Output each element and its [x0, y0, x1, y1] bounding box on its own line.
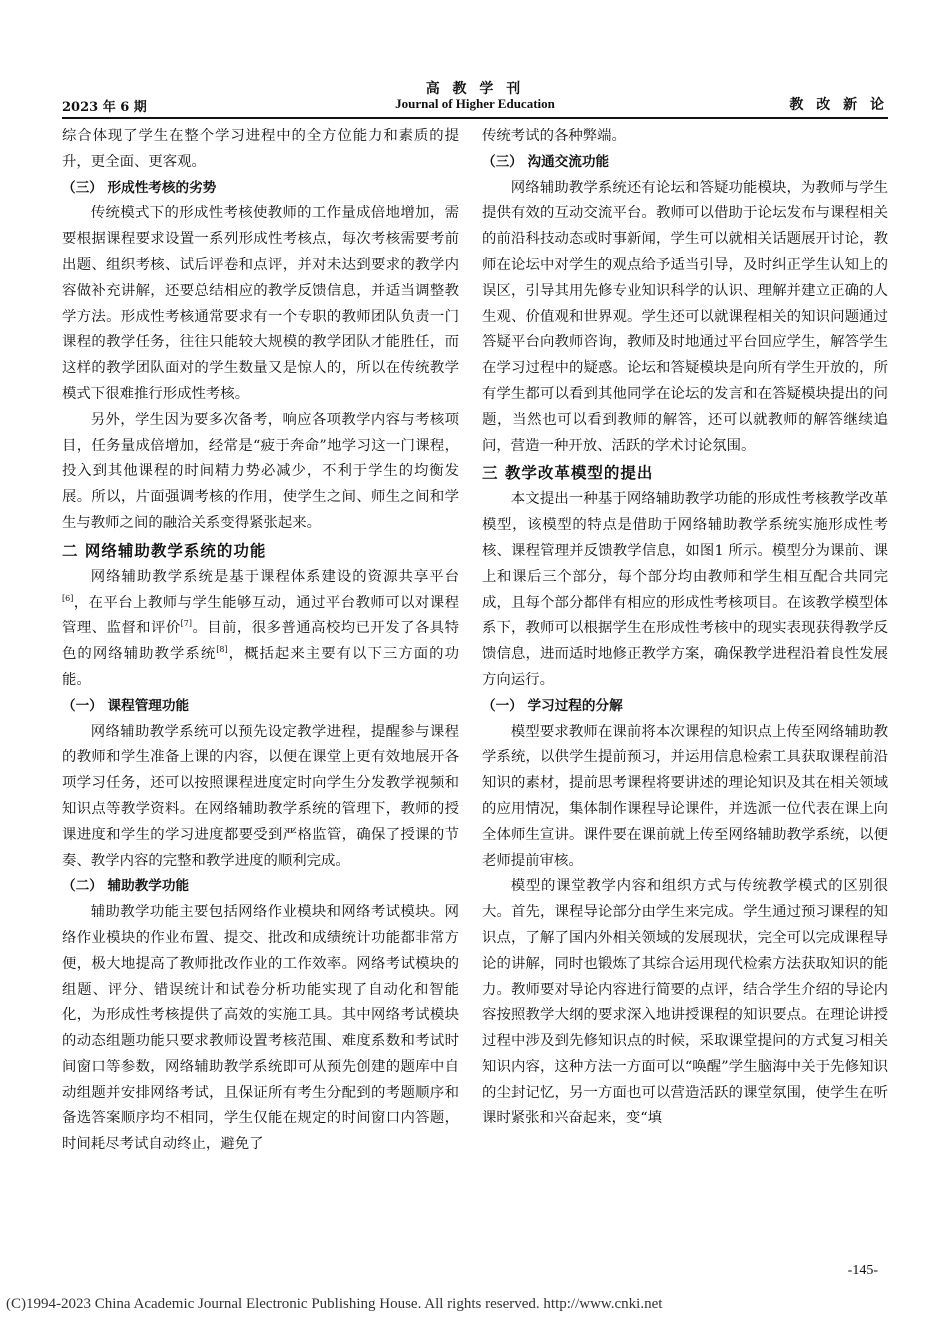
section-heading: （一） 课程管理功能: [62, 697, 190, 714]
paragraph: 网络辅助教学系统还有论坛和答疑功能模块，为教师与学生提供有效的互动交流平台。教师可以借助于论坛发布与课程相关的前沿科技动态或时事新闻，学生可以就相关话题展开讨论，教师在论坛中对学生的观点给予适当引导，及时纠正学生认知上的误区，引导其用先修专业知识科学的认识、理解并建立正确的人生观、价值观和世界观。学生还可以就课程相关的知识问题通过答疑平台向教师咨询，教师及时地通过平台回应学生，解答学生在学习过程中的疑惑。论坛和答疑模块是向所有学生开放的，所有学生都可以看到其他同学在论坛的发言和在答疑模块提出的问题，当然也可以看到教师的解答，还可以就教师的解答继续追问，营造一种开放、活跃的学术讨论氛围。: [482, 179, 888, 454]
citation: [6]: [62, 593, 74, 603]
paragraph: [62, 565, 459, 694]
text-run: 网络辅助教学系统是基于课程体系建设的资源共享平台: [90, 568, 459, 585]
section-heading: （三） 沟通交流功能: [482, 153, 610, 170]
paragraph: 模型的课堂教学内容和组织方式与传统教学模式的区别很大。首先，课程导论部分由学生来完成。学生通过预习课程的知识点，了解了国内外相关领域的发展现状，完全可以完成课程导论的讲解，同时也锻炼了其综合运用现代检索方法获取知识的能力。教师要对导论内容进行简要的点评，结合学生介绍的导论内容按照教学大纲的要求深入地讲授课程的知识要点。在理论讲授过程中涉及到先修知识点的时候，采取课堂提问的方式复习相关知识内容，这种方法一方面可以“唤醒”学生脑海中关于先修知识的尘封记忆，另一方面也可以营造活跃的课堂氛围，使学生在听课时紧张和兴奋起来，变“填: [482, 878, 888, 1127]
journal-title-cn: 高 教 学 刊: [425, 81, 525, 97]
page-number: -145-: [847, 1263, 878, 1278]
copyright-footer: (C)1994-2023 China Academic Journal Electronic Publishing House. All rights reserved. http://www.cnki.net: [6, 1296, 663, 1312]
paragraph: 另外，学生因为要多次备考，响应各项教学内容与考核项目，任务量成倍增加，经常是“疲于奔命”地学习这一门课程，投入到其他课程的时间精力势必减少，不利于学生的均衡发展。所以，片面强调考核的作用，使学生之间、师生之间和学生与教师之间的融洽关系变得紧张起来。: [62, 411, 459, 531]
paragraph: 综合体现了学生在整个学习进程中的全方位能力和素质的提升，更全面、更客观。: [62, 128, 459, 170]
running-header: [62, 94, 888, 116]
citation: [8]: [216, 645, 228, 655]
section-heading: （二） 辅助教学功能: [62, 878, 190, 895]
section-heading: （三） 形成性考核的劣势: [62, 179, 217, 196]
paragraph: 本文提出一种基于网络辅助教学功能的形成性考核教学改革模型，该模型的特点是借助于网络辅助教学系统实施形成性考核、课程管理并反馈教学信息，如图1 所示。模型分为课前、课上和课后三个部分，每个部分均由教师和学生相互配合共同完成，且每个部分都伴有相应的形成性考核项目。在该教学模型体系下，教师可以根据学生在形成性考核中的现实表现获得教学反馈信息，进而适时地修正教学方案，确保教学进程沿着良性发展方向运行。: [482, 491, 888, 688]
section-label: 教 改 新 论: [789, 97, 888, 113]
journal-title-en: Journal of Higher Education: [395, 96, 555, 111]
paragraph: 传统考试的各种弊端。: [482, 128, 626, 144]
paragraph: 网络辅助教学系统可以预先设定教学进程，提醒参与课程的教师和学生准备上课的内容，以便在课堂上更有效地展开各项学习任务，还可以按照课程进度定时向学生分发教学视频和知识点等教学资料。在网络辅助教学系统的管理下，教师的授课进度和学生的学习进度都要受到严格监管，确保了授课的节奏、教学内容的完整和教学进度的顺利完成。: [62, 723, 459, 869]
chapter-heading: 三 教学改革模型的提出: [482, 464, 654, 483]
paragraph: 传统模式下的形成性考核使教师的工作量成倍地增加，需要根据课程要求设置一系列形成性考核点，每次考核需要考前出题、组织考核、试后评卷和点评，并对未达到要求的教学内容做补充讲解，还要总结相应的教学反馈信息，并适当调整教学方法。形成性考核通常要求有一个专职的教师团队负责一门课程的教学任务，往往只能较大规模的教学团队才能胜任，而这样的教学团队面对的学生数量又是惊人的，所以在传统教学模式下很难推行形成性考核。: [62, 205, 459, 402]
chapter-heading: 二 网络辅助教学系统的功能: [62, 541, 267, 560]
paragraph: 模型要求教师在课前将本次课程的知识点上传至网络辅助教学系统，以供学生提前预习，并运用信息检索工具获取课程前沿知识的素材，提前思考课程将要讲述的理论知识及其在相关领域的应用情况，集体制作课程导论课件，并选派一位代表在课上向全体师生宣讲。课件要在课前就上传至网络辅助教学系统，以便老师提前审核。: [482, 723, 888, 869]
section-heading: （一） 学习过程的分解: [482, 697, 623, 714]
issue-date: 2023 年 6 期: [62, 100, 147, 115]
text-run: 。目前，很多普通高校均已开发了各具特色的网络辅助教学系统: [62, 620, 459, 663]
left-column: [62, 124, 459, 1158]
right-column: [482, 124, 888, 1132]
text-run: ，在平台上教师与学生能够互动，通过平台教师可以对课程管理、监督和评价: [62, 594, 459, 637]
text-run: ，概括起来主要有以下三方面的功能。: [62, 646, 459, 688]
header-divider: [62, 117, 888, 119]
paragraph: 辅助教学功能主要包括网络作业模块和网络考试模块。网络作业模块的作业布置、提交、批改和成绩统计功能都非常方便，极大地提高了教师批改作业的工作效率。网络考试模块的组题、评分、错误统计和试卷分析功能实现了自动化和智能化，为形成性考核提供了高效的实施工具。其中网络考试模块的动态组题功能只要求教师设置考核范围、难度系数和考试时间窗口等参数，网络辅助教学系统即可从预先创建的题库中自动组题并安排网络考试，且保证所有考生分配到的考题顺序和备选答案顺序均不相同，学生仅能在规定的时间窗口内答题，时间耗尽考试自动终止，避免了: [62, 904, 459, 1153]
citation: [7]: [180, 619, 192, 629]
